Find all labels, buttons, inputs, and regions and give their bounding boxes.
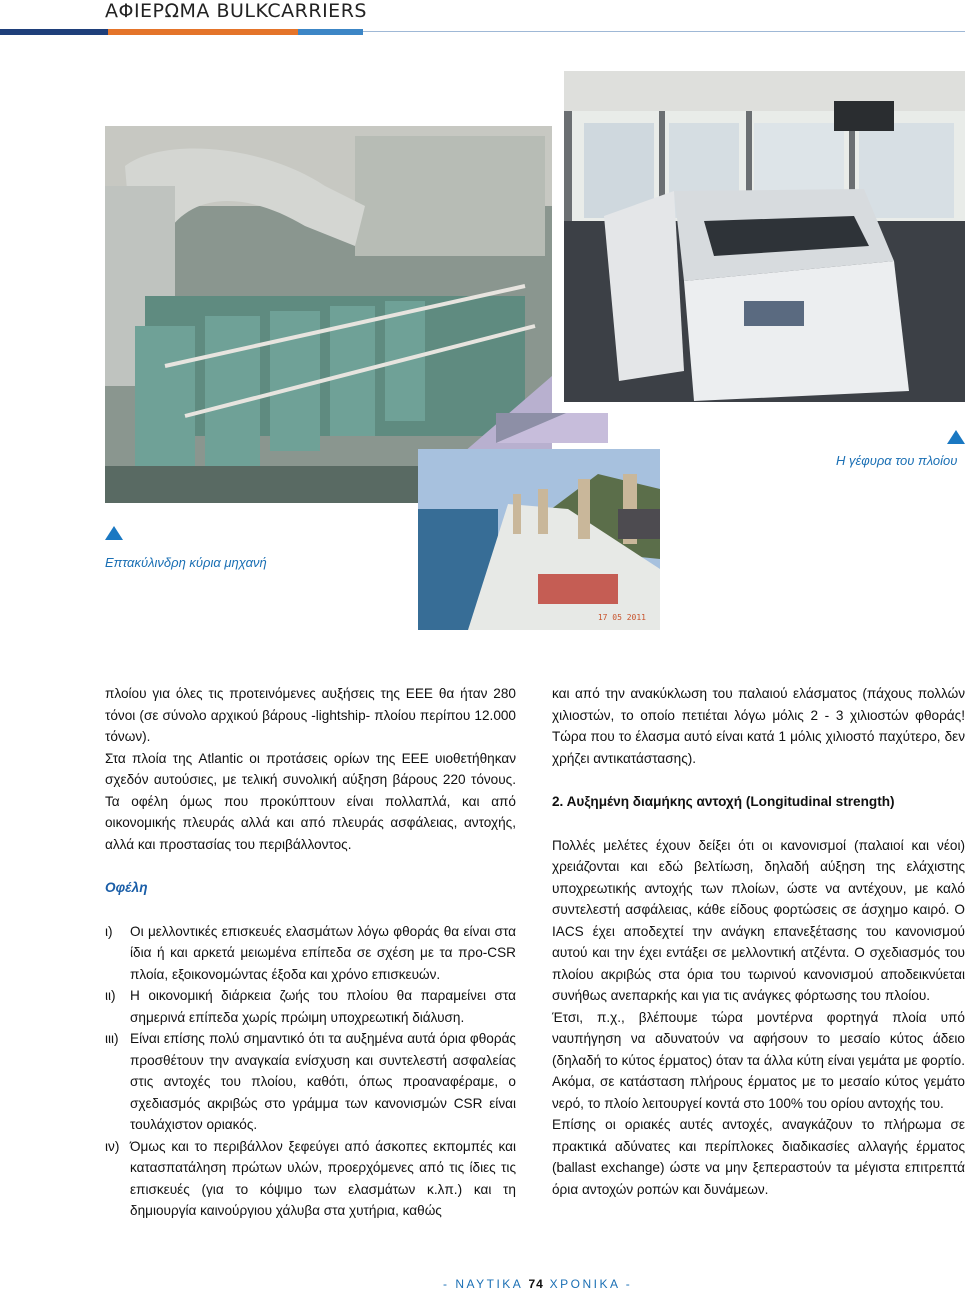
paragraph: Επίσης οι οριακές αυτές αντοχές, αναγκάζουν το πλήρωμα σε πρακτικά αδύνατες και περίπλοκες διαδικασίες αλλαγής έρματος (ballast exchange) ώστε να μην ξεπεραστούν τα μέγιστα επιτρεπτά όρια αντοχών ροπών και δυνάμεων. [552, 1117, 965, 1197]
footer-right: ΧΡΟΝΙΚΑ - [549, 1277, 633, 1291]
bridge-caption: Η γέφυρα του πλοίου [836, 453, 958, 468]
list-item [105, 1136, 516, 1222]
paragraph: πλοίου για όλες τις προτεινόμενες αυξήσεις της ΕΕΕ θα ήταν 280 τόνοι (σε σύνολο αρχικού βάρους -lightship- πλοίου περίπου 12.000 τόνων). [105, 686, 516, 744]
list-text: Η οικονομική διάρκεια ζωής του πλοίου θα παραμείνει στα σημερινά επίπεδα χωρίς πρώιμη υποχρεωτική διάλυση. [130, 988, 516, 1025]
paragraph: Πολλές μελέτες έχουν δείξει ότι οι κανονισμοί (παλαιοί και νέοι) χρειάζονται και εδώ βελτίωση, δηλαδή αύξηση της ελάχιστης υποχρεωτικής αντοχής των πλοίων, ώστε να αντέχουν, με καλό συντελεστή ασφάλειας, κάθε είδους φορτώσεις σε άσχημο καιρό. Ο IACS έχει αποδεχτεί την ανάγκη επανεξέτασης του κανονισμού αυτού και την έχει εντάξει σε μελλοντική ατζέντα. Ο σχεδιασμός του πλοίου ακριβώς στα όρια του τωρινού κανονισμού αποδεικνύεται συνήθως ανεπαρκής και για τις ανάγκες φόρτωσης του πλοίου. [552, 837, 965, 1003]
list-text: Οι μελλοντικές επισκευές ελασμάτων λόγω φθοράς θα είναι στα ίδια ή και αρκετά μειωμένα επίπεδα σε σχέση με τα προ-CSR πλοία, εξοικονομώντας έξοδα και χρόνο επισκευών. [130, 923, 516, 982]
engine-room-photo [105, 126, 552, 503]
right-text-column [552, 683, 965, 1200]
list-item [105, 985, 516, 1028]
list-number: ιι) [105, 988, 116, 1003]
paragraph: Έτσι, π.χ., βλέπουμε τώρα μοντέρνα φορτηγά πλοία υπό ναυπήγηση να αδυνατούν να αφήσουν το μεσαίο κύτος άδειο (δηλαδή το κύτος έρματος) όταν τα άλλα κύτη είναι γεμάτα με φορτίο. Ακόμα, σε κατάσταση πλήρους έρματος με το μεσαίο κύτος γεμάτο νερό, το πλοίο λειτουργεί κοντά στο 100% του ορίου αντοχής του. [552, 1009, 965, 1111]
deck-photo [418, 449, 660, 630]
footer-left: - ΝΑΥΤΙΚΑ [443, 1277, 523, 1291]
header-bar-orange [108, 29, 298, 35]
left-text-column [105, 683, 516, 1222]
bridge-photo [564, 71, 965, 402]
photo-date-stamp: 17 05 2011 [597, 613, 646, 622]
list-item [105, 921, 516, 986]
header-bar-blue [298, 29, 363, 35]
section-title: ΑΦΙΕΡΩΜΑ BULKCARRIERS [105, 0, 367, 22]
caption-triangle-icon [947, 430, 965, 444]
benefits-heading: Οφέλη [105, 880, 148, 895]
list-number: ιιι) [105, 1031, 119, 1046]
engine-floor-strip-photo [496, 413, 608, 443]
paragraph: Στα πλοία της Atlantic οι προτάσεις ορίων της ΕΕΕ υιοθετήθηκαν σχεδόν αυτούσιες, με τελική συνολική αύξηση βάρους 220 τόνους. Τα οφέλη όμως που προκύπτουν είναι πολλαπλά, και από οικονομικής πλευράς αλλά και από πλευράς ασφάλειας, αντοχής, αλλά και προστασίας του περιβάλλοντος. [105, 750, 516, 852]
list-item [105, 1028, 516, 1136]
header-rule [363, 31, 965, 32]
caption-triangle-icon [105, 526, 123, 540]
header-bar-navy [0, 29, 108, 35]
paragraph: και από την ανακύκλωση του παλαιού ελάσματος (πάχους πολλών χιλιοστών, το οποίο πετιέται λόγω μόλις 2 - 3 χιλιοστών φθοράς! Τώρα που το έλασμα αυτό είναι κατά 1 μόλις χιλιοστό παχύτερο, δεν χρήζει αντικατάστασης). [552, 686, 965, 766]
engine-caption: Επτακύλινδρη κύρια μηχανή [105, 555, 267, 570]
page-footer [443, 1277, 632, 1291]
page-number: 74 [528, 1277, 544, 1291]
list-number: ιν) [105, 1138, 120, 1154]
list-text: Όμως και το περιβάλλον ξεφεύγει από άσκοπες εκπομπές και κατασπατάληση πρώτων υλών, προερχόμενες από τις ίδιες τις επισκευές (για το κόψιμο των ελασμάτων κ.λπ.) και τη δημιουργία καινούργιου χάλυβα στα χυτήρια, καθώς [130, 1138, 516, 1218]
list-text: Είναι επίσης πολύ σημαντικό ότι τα αυξημένα αυτά όρια φθοράς προσθέτουν την αναγκαία ενίσχυση και συντελεστή ασφαλείας στις αντοχές του πλοίου, καθότι, όπως προαναφέραμε, ο σχεδιασμός ακριβώς στο γράμμα των κανονισμών CSR είναι τουλάχιστον οριακός. [130, 1031, 516, 1132]
list-number: ι) [105, 923, 113, 939]
section-heading: 2. Αυξημένη διαμήκης αντοχή (Longitudinal strength) [552, 794, 895, 809]
